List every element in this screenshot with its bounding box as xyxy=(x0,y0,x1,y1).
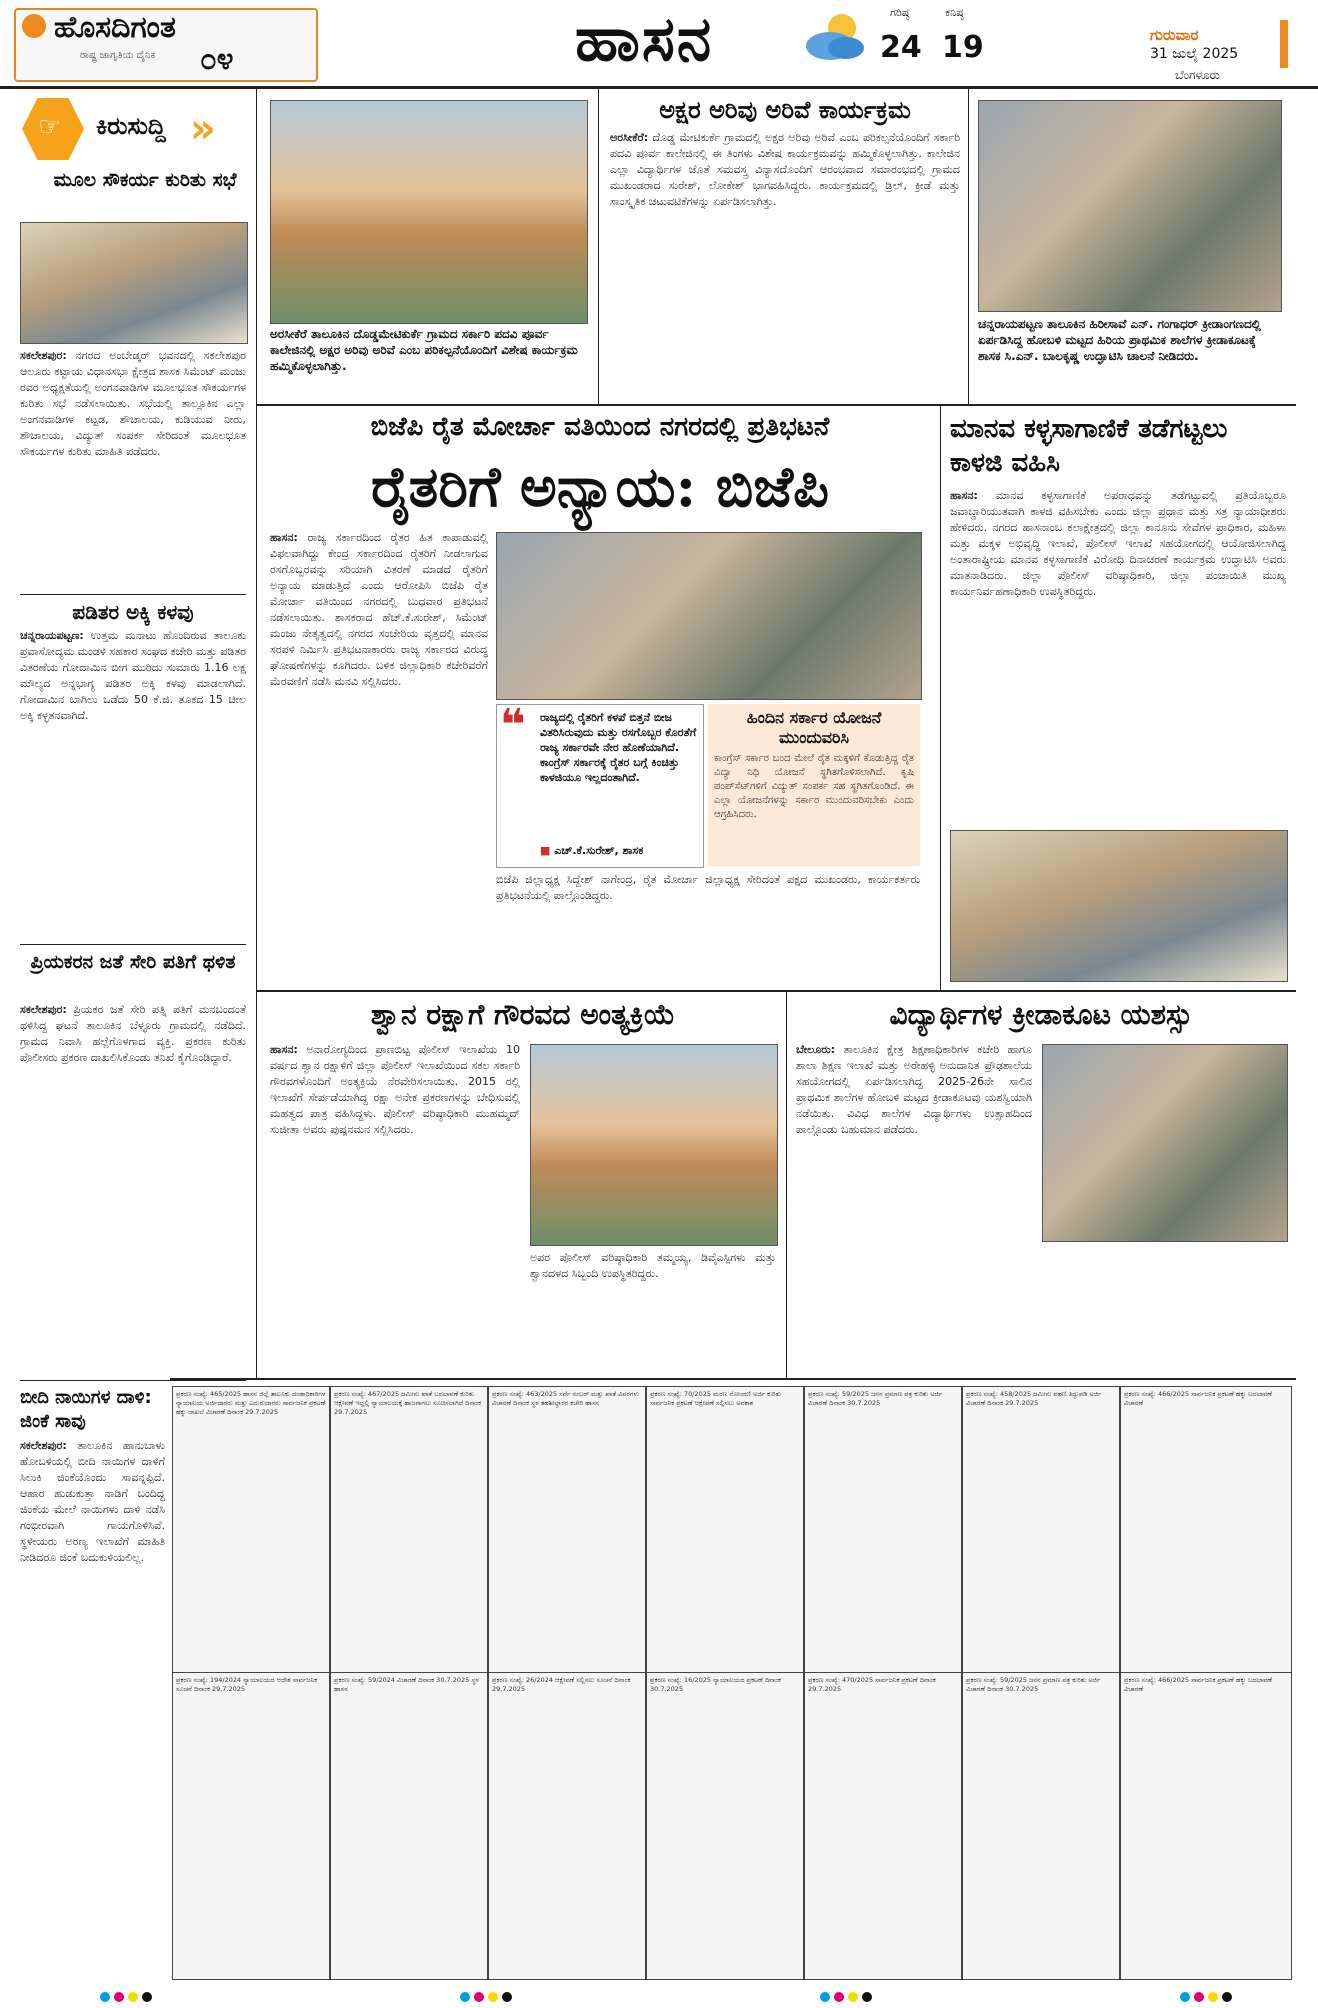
print-registration-mark xyxy=(114,1992,124,2002)
dog-funeral-photo xyxy=(530,1044,778,1246)
story-text: ನಗರದ ಅಂಬೇಡ್ಕರ್ ಭವನದಲ್ಲಿ ಸಕಲೇಶಪುರ ಆಲೂರು ಕಟ್ಟಾಯ ವಿಧಾನಸಭಾ ಕ್ಷೇತ್ರದ ಶಾಸಕ ಸಿಮೆಂಟ್ ಮಂಜು ರವರ ಅಧ್ಯಕ್ಷತೆಯಲ್ಲಿ ಅಂಗನವಾಡಿಗಳ ಮೂಲಭೂತ ಸೌಕರ್ಯಗಳ ಕುರಿತು ಸಭೆ ನಡೆಸಲಾಯಿತು. ಸಭೆಯಲ್ಲಿ ತಾಲ್ಲೂಕಿನ ಎಲ್ಲಾ ಅಂಗನವಾಡಿಗಳ ಕಟ್ಟಡ, ಶೌಚಾಲಯ, ಕುಡಿಯುವ ನೀರು, ಶೌಚಾಲಯ, ವಿದ್ಯುತ್ ಸಂಪರ್ಕ ಸೇರಿದಂತೆ ಮೂಲಭೂತ ಸೌಕರ್ಯಗಳ ಕುರಿತು ಮಾಹಿತಿ ಪಡೆದರು. xyxy=(20,349,246,458)
story-divider xyxy=(20,594,246,595)
legal-notice: ಪ್ರಕರಣ ಸಂಖ್ಯೆ: 16/2025 ನ್ಯಾಯಾಲಯದ ಪ್ರಕಟಣೆ ದಿನಾಂಕ 30.7.2025 xyxy=(646,1672,804,1980)
story-title: ಪ್ರಿಯಕರನ ಜತೆ ಸೇರಿ ಪತಿಗೆ ಥಳಿತ xyxy=(30,951,236,973)
lead-body-continued: ಬಿಜೆಪಿ ಜಿಲ್ಲಾಧ್ಯಕ್ಷ ಸಿದ್ದೇಶ್ ನಾಗೇಂದ್ರ, ರೈತ ಮೋರ್ಚಾ ಜಿಲ್ಲಾಧ್ಯಕ್ಷ ಸೇರಿದಂತೆ ಪಕ್ಷದ ಮುಖಂಡರು, ಕಾರ್ಯಕರ್ತರು ಪ್ರತಿಭಟನೆಯಲ್ಲಿ ಪಾಲ್ಗೊಂಡಿದ್ದರು. xyxy=(496,873,920,902)
legal-notice: ಪ್ರಕರಣ ಸಂಖ್ಯೆ: 467/2025 ಜಮೀನು ಖಾತೆ ಬದಲಾವಣೆ ಕುರಿತು ಆಕ್ಷೇಪಣೆ ಇದ್ದಲ್ಲಿ ನ್ಯಾಯಾಲಯಕ್ಕೆ ಹಾಜರಾಗಲು ಸೂಚಿಸಲಾಗಿದೆ ದಿನಾಂಕ 29.7.2025 xyxy=(330,1386,488,1674)
section-label: ಕಿರುಸುದ್ದಿ xyxy=(96,112,166,140)
legal-notice: ಪ್ರಕರಣ ಸಂಖ್ಯೆ: 70/2025 ಮರಣ ನೋಂದಣಿ ಅರ್ಜಿ ಕುರಿತು ಸಾರ್ವಜನಿಕ ಪ್ರಕಟಣೆ ಆಕ್ಷೇಪಣೆ ಸಲ್ಲಿಸಲು ಅವಕಾಶ xyxy=(646,1386,804,1674)
story-text: ತಾಲೂಕಿನ ಹಾನುಬಾಳು ಹೋಬಳಿಯಲ್ಲಿ ಬೀದಿ ನಾಯಿಗಳ ದಾಳಿಗೆ ಸಿಲುಕಿ ಜಿಂಕೆಯೊಂದು ಸಾವನ್ನಪ್ಪಿದೆ. ಆಹಾರ ಹುಡುಕುತ್ತಾ ನಾಡಿಗೆ ಬಂದಿದ್ದ ಜಿಂಕೆಯ ಮೇಲೆ ನಾಯಿಗಳು ದಾಳಿ ನಡೆಸಿ ಗಂಭೀರವಾಗಿ ಗಾಯಗೊಳಿಸಿವೆ. ಸ್ಥಳೀಯರು ಅರಣ್ಯ ಇಲಾಖೆಗೆ ಮಾಹಿತಿ ನೀಡಿದರೂ ಜಿಂಕೆ ಬದುಕುಳಿಯಲಿಲ್ಲ. xyxy=(20,1439,165,1564)
print-registration-mark xyxy=(460,1992,470,2002)
publication-place: ಬೆಂಗಳೂರು xyxy=(1175,68,1220,82)
column-rule xyxy=(256,86,257,1378)
awareness-event-photo xyxy=(950,830,1288,982)
weekday: ಗುರುವಾರ xyxy=(1150,26,1199,44)
story-divider xyxy=(20,1380,246,1381)
lead-headline: ರೈತರಿಗೆ ಅನ್ಯಾಯ: ಬಿಜೆಪಿ xyxy=(370,454,830,520)
story-text: ಮಾನವ ಕಳ್ಳಸಾಗಾಣಿಕೆ ಅಪರಾಧವನ್ನು ತಡೆಗಟ್ಟುವಲ್ಲಿ ಪ್ರತಿಯೊಬ್ಬರೂ ಜವಾಬ್ದಾರಿಯುತವಾಗಿ ಕಾಳಜಿ ವಹಿಸಬೇಕು ಎಂದು ಜಿಲ್ಲಾ ಪ್ರಧಾನ ಮತ್ತು ಸತ್ರ ನ್ಯಾಯಾಧೀಶರು ಹೇಳಿದರು. ನಗರದ ಹಾಸನಾಂಬ ಕಲಾಕ್ಷೇತ್ರದಲ್ಲಿ ಜಿಲ್ಲಾ ಕಾನೂನು ಸೇವೆಗಳ ಪ್ರಾಧಿಕಾರ, ಮಹಿಳಾ ಮತ್ತು ಮಕ್ಕಳ ಅಭಿವೃದ್ಧಿ ಇಲಾಖೆ, ಪೊಲೀಸ್ ಇಲಾಖೆ ಸಹಯೋಗದಲ್ಲಿ ಆಯೋಜಿಸಲಾಗಿದ್ದ ಅಂತಾರಾಷ್ಟ್ರೀಯ ಮಾನವ ಕಳ್ಳಸಾಗಾಣಿಕೆ ವಿರೋಧಿ ದಿನಾಚರಣೆ ಕಾರ್ಯಕ್ರಮ ಉದ್ಘಾಟಿಸಿ ಅವರು ಮಾತನಾಡಿದರು. ಜಿಲ್ಲಾ ಪೊಲೀಸ್ ವರಿಷ್ಠಾಧಿಕಾರಿ, ಜಿಲ್ಲಾ ಪಂಚಾಯಿತಿ ಮುಖ್ಯ ಕಾರ್ಯನಿರ್ವಹಣಾಧಿಕಾರಿ ಉಪಸ್ಥಿತರಿದ್ದರು. xyxy=(950,489,1286,598)
story-body-continued: ಅಪರ ಪೊಲೀಸ್ ವರಿಷ್ಠಾಧಿಕಾರಿ ತಮ್ಮಯ್ಯ, ಡಿವೈಎಸ್ಪಿಗಳು ಮತ್ತು ಶ್ವಾನದಳದ ಸಿಬ್ಬಂದಿ ಉಪಸ್ಥಿತರಿದ್ದರು. xyxy=(530,1251,776,1280)
story-title: ವಿದ್ಯಾರ್ಥಿಗಳ ಕ್ರೀಡಾಕೂಟ ಯಶಸ್ಸು xyxy=(889,998,1193,1031)
story-body xyxy=(20,348,246,588)
column-rule xyxy=(940,404,941,990)
column-rule xyxy=(968,86,969,404)
side-box-title: ಹಿಂದಿನ ಸರ್ಕಾರ ಯೋಜನೆ ಮುಂದುವರಿಸಿ xyxy=(746,708,882,747)
dateline: ಬೇಲೂರು: xyxy=(796,1043,835,1056)
story-text: ಉತ್ತಮ ಮನಾಟು ಹೊಂದಿರುವ ತಾಲೂಕು ಪ್ರವಾಸೋದ್ಯಮ ಮಂಡಳಿ ಸಹಕಾರ ಸಂಘದ ಕಚೇರಿ ಮತ್ತು ಪಡಿತರ ವಿತರಣೆಯ ಗೋದಾಮಿನ ಬೀಗ ಮುರಿದು ಸುಮಾರು 1.16 ಲಕ್ಷ ಮೌಲ್ಯದ ಅನ್ನಭಾಗ್ಯ ಪಡಿತರ ಅಕ್ಕಿ ಕಳವು ಮಾಡಲಾಗಿದೆ. ಗೋದಾಮಿನ ಬಾಗಿಲು ಒಡೆದು 50 ಕೆ.ಜಿ. ತೂಕದ 15 ಚೀಲ ಅಕ್ಕಿ ಕಳ್ಳತನವಾಗಿದೆ. xyxy=(20,629,246,722)
print-registration-mark xyxy=(142,1992,152,2002)
lead-text: ರಾಜ್ಯ ಸರ್ಕಾರದಿಂದ ರೈತರ ಹಿತ ಕಾಪಾಡುವಲ್ಲಿ ವಿಫಲವಾಗಿದ್ದು ಕೇಂದ್ರ ಸರ್ಕಾರದಿಂದ ರೈತರಿಗೆ ನೀಡಲಾಗುವ ರಸಗೊಬ್ಬರವನ್ನು ಸರಿಯಾಗಿ ವಿತರಣೆ ಮಾಡದೆ ರೈತರಿಗೆ ಅನ್ಯಾಯ ಮಾಡುತ್ತಿದೆ ಎಂದು ಆರೋಪಿಸಿ ಬಿಜೆಪಿ ರೈತ ಮೋರ್ಚಾ ವತಿಯಿಂದ ನಗರದಲ್ಲಿ ಬುಧವಾರ ಪ್ರತಿಭಟನೆ ನಡೆಸಲಾಯಿತು. ಶಾಸಕರಾದ ಹೆಚ್.ಕೆ.ಸುರೇಶ್, ಸಿಮೆಂಟ್ ಮಂಜು ನೇತೃತ್ವದಲ್ಲಿ ನಗರದ ಸಂಚೇರಿಯ ವೃತ್ತದಲ್ಲಿ ಮಾನವ ಸರಪಳಿ ನಿರ್ಮಿಸಿ ಪ್ರತಿಭಟನಾಕಾರರು ರಾಜ್ಯ ಸರ್ಕಾರದ ವಿರುದ್ಧ ಘೋಷಣೆಗಳನ್ನು ಕೂಗಿದರು. ಬಳಿಕ ಜಿಲ್ಲಾಧಿಕಾರಿ ಕಚೇರಿವರೆಗೆ ಮೆರವಣಿಗೆ ನಡೆಸಿ ಮನವಿ ಸಲ್ಲಿಸಿದರು. xyxy=(270,531,488,688)
print-registration-mark xyxy=(834,1992,844,2002)
story-body xyxy=(610,130,960,392)
story-title: ಅಕ್ಷರ ಅರಿವು ಅರಿವೆ ಕಾರ್ಯಕ್ರಮ xyxy=(659,96,911,124)
student-sports-photo xyxy=(1042,1044,1288,1242)
chevron-right-icon: » xyxy=(190,106,216,152)
column-rule xyxy=(786,990,787,1378)
story-body xyxy=(20,628,246,938)
story-text: ದೊಡ್ಡ ಮೇಟಿಕುರ್ಕೆ ಗ್ರಾಮದಲ್ಲಿ ಅಕ್ಷರ ಅರಿವು ಅರಿವೆ ಎಂಬ ಪರಿಕಲ್ಪನೆಯೊಂದಿಗೆ ಸರ್ಕಾರಿ ಪದವಿ ಪೂರ್ವ ಕಾಲೇಜಿನಲ್ಲಿ ಈ ತಿಂಗಳು ವಿಶೇಷ ಕಾರ್ಯಕ್ರಮವನ್ನು ಹಮ್ಮಿಕೊಳ್ಳಲಾಗಿತ್ತು. ಕಾಲೇಜಿನ ಎಲ್ಲಾ ವಿದ್ಯಾರ್ಥಿಗಳ ಜೊತೆ ಸಮವಸ್ತ್ರ ವಿನ್ಯಾಸದೊಂದಿಗೆ ಆರಂಭವಾದ ಸಮಾರಂಭದಲ್ಲಿ ಗ್ರಾಮದ ಮುಖಂಡರಾದ ಸುರೇಶ್, ಲೋಕೇಶ್ ಭಾಗವಹಿಸಿದ್ದರು. ಕಾರ್ಯಕ್ರಮದಲ್ಲಿ ಡ್ರಿಲ್, ಕ್ರೀಡೆ ಮತ್ತು ಸಾಂಸ್ಕೃತಿಕ ಚಟುವಟಿಕೆಗಳನ್ನು ಏರ್ಪಡಿಸಲಾಗಿತ್ತು. xyxy=(610,131,960,208)
lead-body xyxy=(270,530,488,978)
story-text: ಅನಾರೋಗ್ಯದಿಂದ ಪ್ರಾಣಬಿಟ್ಟ ಪೊಲೀಸ್ ಇಲಾಖೆಯ 10 ವರ್ಷದ ಶ್ವಾನ ರಕ್ಷಾಳಿಗೆ ಜಿಲ್ಲಾ ಪೊಲೀಸ್ ಇಲಾಖೆಯಿಂದ ಸಕಲ ಸರ್ಕಾರಿ ಗೌರವಗಳೊಂದಿಗೆ ಅಂತ್ಯಕ್ರಿಯೆ ನೆರವೇರಿಸಲಾಯಿತು. 2015 ರಲ್ಲಿ ಇಲಾಖೆಗೆ ಸೇರ್ಪಡೆಯಾಗಿದ್ದ ರಕ್ಷಾ ಅನೇಕ ಪ್ರಕರಣಗಳನ್ನು ಬೇಧಿಸುವಲ್ಲಿ ಮಹತ್ವದ ಪಾತ್ರ ವಹಿಸಿದ್ದಳು. ಪೊಲೀಸ್ ವರಿಷ್ಠಾಧಿಕಾರಿ ಮುಹಮ್ಮದ್ ಸುಜೀತಾ ಅವರು ಪುಷ್ಪನಮನ ಸಲ್ಲಿಸಿದರು. xyxy=(270,1043,520,1136)
legal-notice: ಪ್ರಕರಣ ಸಂಖ್ಯೆ: 466/2025 ಸಾರ್ವಜನಿಕ ಪ್ರಕಟಣೆ ಹಕ್ಕು ಬದಲಾವಣೆ ವಿಚಾರಣೆ xyxy=(1120,1672,1292,1980)
temp-max-label: ಗರಿಷ್ಠ xyxy=(890,6,910,19)
print-registration-mark xyxy=(848,1992,858,2002)
side-box-body: ಕಾಂಗ್ರೆಸ್ ಸರ್ಕಾರ ಬಂದ ಮೇಲೆ ರೈತ ಮಕ್ಕಳಿಗೆ ಕೊಡುತ್ತಿದ್ದ ರೈತ ವಿದ್ಯಾ ನಿಧಿ ಯೋಜನೆ ಸ್ಥಗಿತಗೊಳಿಸಲಾಗಿದೆ. ಕೃಷಿ ಪಂಪ್‌ಸೆಟ್‌ಗಳಿಗೆ ವಿದ್ಯುತ್ ಸಂಪರ್ಕ ಸಹ ಸ್ಥಗಿತಗೊಂಡಿದೆ. ಈ ಎಲ್ಲಾ ಯೋಜನೆಗಳನ್ನು ಸರ್ಕಾರ ಮುಂದುವರಿಸಬೇಕು ಎಂದು ಆಗ್ರಹಿಸಿದರು. xyxy=(714,753,914,820)
print-registration-mark xyxy=(1180,1992,1190,2002)
legal-notice: ಪ್ರಕರಣ ಸಂಖ್ಯೆ: 465/2025 ಹಾಸನ ಜಿಲ್ಲೆ ತಾಲೂಕು ದಂಡಾಧಿಕಾರಿಗಳ ನ್ಯಾಯಾಲಯ ಅರ್ಜಿದಾರರು ಮತ್ತು ಎದುರುದಾರರು ಸಾರ್ವಜನಿಕ ಪ್ರಕಟಣೆ ಹಕ್ಕು ದಾಖಲೆ ವಿಚಾರಣೆ ದಿನಾಂಕ 29.7.2025 xyxy=(172,1386,330,1674)
legal-notice: ಪ್ರಕರಣ ಸಂಖ್ಯೆ: 466/2025 ಸಾರ್ವಜನಿಕ ಪ್ರಕಟಣೆ ಹಕ್ಕು ಬದಲಾವಣೆ ವಿಚಾರಣೆ xyxy=(1120,1386,1292,1674)
story-body xyxy=(20,1002,246,1372)
legal-notice: ಪ್ರಕರಣ ಸಂಖ್ಯೆ: 59/2024 ವಿಚಾರಣೆ ದಿನಾಂಕ 30.7.2025 ಸ್ಥಳ ಹಾಸನ xyxy=(330,1672,488,1980)
logo-emblem-icon xyxy=(22,14,46,38)
quote-text: ರಾಜ್ಯದಲ್ಲಿ ರೈತರಿಗೆ ಕಳಪೆ ಬಿತ್ತನೆ ಬೀಜ ವಿತರಿಸಿರುವುದು ಮತ್ತು ರಸಗೊಬ್ಬರ ಕೊರತೆಗೆ ರಾಜ್ಯ ಸರ್ಕಾರವೇ ನೇರ ಹೊಣೆಯಾಗಿದೆ. ಕಾಂಗ್ರೆಸ್ ಸರ್ಕಾರಕ್ಕೆ ರೈತರ ಬಗ್ಗೆ ಕಿಂಚಿತ್ತು ಕಾಳಜಿಯೂ ಇಲ್ಲದಂತಾಗಿದೆ. xyxy=(540,711,697,784)
legal-notice: ಪ್ರಕರಣ ಸಂಖ್ಯೆ: 194/2024 ನ್ಯಾಯಾಲಯದ ಆದೇಶ ಸಾರ್ವಜನಿಕ ಸೂಚನೆ ದಿನಾಂಕ 29.7.2025 xyxy=(172,1672,330,1980)
legal-notice: ಪ್ರಕರಣ ಸಂಖ್ಯೆ: 458/2025 ಜಮೀನು ಪಹಣಿ ತಿದ್ದುಪಡಿ ಅರ್ಜಿ ವಿಚಾರಣೆ ದಿನಾಂಕ 29.7.2025 xyxy=(962,1386,1120,1674)
dateline: ಹಾಸನ: xyxy=(270,531,298,544)
quote-by: ಎಚ್.ಕೆ.ಸುರೇಶ್, ಶಾಸಕ xyxy=(554,844,644,857)
print-registration-mark xyxy=(474,1992,484,2002)
section-divider xyxy=(256,404,1296,406)
section-divider xyxy=(170,1378,1296,1380)
story-title: ಶ್ವಾನ ರಕ್ಷಾಗೆ ಗೌರವದ ಅಂತ್ಯಕ್ರಿಯೆ xyxy=(370,998,676,1031)
dateline: ಚನ್ನರಾಯಪಟ್ಟಣ: xyxy=(20,629,84,642)
print-registration-mark xyxy=(1194,1992,1204,2002)
legal-notice: ಪ್ರಕರಣ ಸಂಖ್ಯೆ: 59/2025 ಜನನ ಪ್ರಮಾಣ ಪತ್ರ ಕುರಿತು ಅರ್ಜಿ ವಿಚಾರಣೆ ದಿನಾಂಕ 30.7.2025 xyxy=(804,1386,962,1674)
sports-meet-photo xyxy=(978,100,1282,312)
weather-cloud-sun-icon xyxy=(800,6,870,66)
story-title: ಬೀದಿ ನಾಯಿಗಳ ದಾಳಿ: ಜಿಂಕೆ ಸಾವು xyxy=(20,1387,152,1432)
edition-number: ೦೪ xyxy=(200,42,234,77)
hand-point-icon: ☞ xyxy=(38,112,62,142)
print-registration-mark xyxy=(502,1992,512,2002)
section-divider xyxy=(256,990,1296,992)
story-divider xyxy=(20,944,246,945)
story-title: ಮಾನವ ಕಳ್ಳಸಾಗಾಣಿಕೆ ತಡೆಗಟ್ಟಲು ಕಾಳಜಿ ವಹಿಸಿ xyxy=(950,414,1228,478)
dateline: ಸಕಲೇಶಪುರ: xyxy=(20,349,67,362)
story-title: ಮೂಲ ಸೌಕರ್ಯ ಕುರಿತು ಸಭೆ xyxy=(53,169,237,191)
story-title: ಪಡಿತರ ಅಕ್ಕಿ ಕಳವು xyxy=(72,600,194,624)
print-registration-mark xyxy=(488,1992,498,2002)
issue-date: 31 ಜುಲೈ 2025 xyxy=(1150,46,1239,62)
print-registration-mark xyxy=(1222,1992,1232,2002)
temp-max: 24 xyxy=(880,30,922,65)
print-registration-mark xyxy=(820,1992,830,2002)
legal-notice: ಪ್ರಕರಣ ಸಂಖ್ಯೆ: 470/2025 ಸಾರ್ವಜನಿಕ ಪ್ರಕಟಣೆ ದಿನಾಂಕ 29.7.2025 xyxy=(804,1672,962,1980)
legal-notice: ಪ್ರಕರಣ ಸಂಖ್ಯೆ: 463/2025 ಸರ್ವೆ ನಂಬರ್ ಮತ್ತು ಖಾತೆ ವಿವರಗಳು ವಿಚಾರಣೆ ದಿನಾಂಕ ಸ್ಥಳ ತಹಶೀಲ್ದಾರರ ಕಚೇರಿ ಹಾಸನ xyxy=(488,1386,646,1674)
paper-tagline: ರಾಷ್ಟ್ರ ಜಾಗೃತಿಯ ದೈನಿಕ xyxy=(80,50,156,61)
column-rule xyxy=(598,86,599,404)
story-photo xyxy=(20,222,248,344)
print-registration-mark xyxy=(100,1992,110,2002)
school-event-photo xyxy=(270,100,588,324)
quote-mark-icon: ❝ xyxy=(500,700,526,751)
quote-attribution: ■ ಎಚ್.ಕೆ.ಸುರೇಶ್, ಶಾಸಕ xyxy=(540,844,644,857)
story-body xyxy=(20,1438,165,1978)
dateline: ಸಕಲೇಶಪುರ: xyxy=(20,1439,67,1452)
story-body xyxy=(950,488,1286,824)
temp-min: 19 xyxy=(942,30,984,65)
dateline: ಹಾಸನ: xyxy=(270,1043,298,1056)
dateline: ಅರಸೀಕೆರೆ: xyxy=(610,131,649,144)
story-text: ತಾಲೂಕಿನ ಕ್ಷೇತ್ರ ಶಿಕ್ಷಣಾಧಿಕಾರಿಗಳ ಕಚೇರಿ ಹಾಗೂ ಶಾಲಾ ಶಿಕ್ಷಣ ಇಲಾಖೆ ಮತ್ತು ಅರೇಹಳ್ಳಿ ಅನುದಾನಿತ ಪ್ರೌಢಶಾಲೆಯ ಸಹಯೋಗದಲ್ಲಿ ಏರ್ಪಡಿಸಲಾಗಿದ್ದ 2025-26ನೇ ಸಾಲಿನ ಪ್ರಾಥಮಿಕ ಶಾಲೆಗಳ ಹೋಬಳಿ ಮಟ್ಟದ ಕ್ರೀಡಾಕೂಟವು ಯಶಸ್ವಿಯಾಗಿ ನಡೆಯಿತು. ವಿವಿಧ ಶಾಲೆಗಳ ವಿದ್ಯಾರ್ಥಿಗಳು ಉತ್ಸಾಹದಿಂದ ಪಾಲ್ಗೊಂಡು ಬಹುಮಾನ ಪಡೆದರು. xyxy=(796,1043,1032,1136)
dateline: ಹಾಸನ: xyxy=(950,489,978,502)
story-body xyxy=(796,1042,1032,1372)
lead-kicker: ಬಿಜೆಪಿ ರೈತ ಮೋರ್ಚಾ ವತಿಯಿಂದ ನಗರದಲ್ಲಿ ಪ್ರತಿಭಟನೆ xyxy=(370,412,830,442)
story-body xyxy=(270,1042,520,1372)
story-text: ಪ್ರಿಯಕರ ಜತೆ ಸೇರಿ ಪತ್ನಿ ಪತಿಗೆ ಮನಬಂದಂತೆ ಥಳಿಸಿದ್ದ ಘಟನೆ ತಾಲೂಕಿನ ಬೆಳ್ಳೂರು ಗ್ರಾಮದಲ್ಲಿ ನಡೆದಿದೆ. ಗ್ರಾಮದ ನಿವಾಸಿ ಹಲ್ಲೆಗೊಳಗಾದ ವ್ಯಕ್ತಿ. ಪ್ರಕರಣ ಕುರಿತು ಪೊಲೀಸರು ಪ್ರಕರಣ ದಾಖಲಿಸಿಕೊಂಡು ತನಿಖೆ ಕೈಗೊಂಡಿದ್ದಾರೆ. xyxy=(20,1003,246,1064)
temp-min-label: ಕನಿಷ್ಠ xyxy=(945,6,964,19)
legal-notice: ಪ್ರಕರಣ ಸಂಖ್ಯೆ: 26/2024 ಆಕ್ಷೇಪಣೆ ಸಲ್ಲಿಸಲು ಸೂಚನೆ ದಿನಾಂಕ 29.7.2025 xyxy=(488,1672,646,1980)
print-registration-mark xyxy=(862,1992,872,2002)
photo-caption: ಚನ್ನರಾಯಪಟ್ಟಣ ತಾಲೂಕಿನ ಹಿರೀಸಾವೆ ಎನ್. ಗಂಗಾಧರ್ ಕ್ರೀಡಾಂಗಣದಲ್ಲಿ ಏರ್ಪಡಿಸಿದ್ದ ಹೋಬಳಿ ಮಟ್ಟದ ಹಿರಿಯ ಪ್ರಾಥಮಿಕ ಶಾಲೆಗಳ ಕ್ರೀಡಾಕೂಟಕ್ಕೆ ಶಾಸಕ ಸಿ.ಎನ್. ಬಾಲಕೃಷ್ಣ ಉದ್ಘಾಟಿಸಿ ಚಾಲನೆ ನೀಡಿದರು. xyxy=(978,317,1261,363)
print-registration-mark xyxy=(1208,1992,1218,2002)
dateline: ಸಕಲೇಶಪುರ: xyxy=(20,1003,67,1016)
masthead-accent-bar xyxy=(1280,20,1288,68)
print-registration-mark xyxy=(128,1992,138,2002)
paper-name: ಹೊಸದಿಗಂತ xyxy=(54,10,176,45)
protest-photo xyxy=(496,532,922,700)
edition-city: ಹಾಸನ xyxy=(575,2,714,75)
photo-caption: ಅರಸೀಕೆರೆ ತಾಲೂಕಿನ ದೊಡ್ಡಮೇಟಿಕುರ್ಕೆ ಗ್ರಾಮದ ಸರ್ಕಾರಿ ಪದವಿ ಪೂರ್ವ ಕಾಲೇಜಿನಲ್ಲಿ ಅಕ್ಷರ ಅರಿವು ಅರಿವೆ ಎಂಬ ಪರಿಕಲ್ಪನೆಯೊಂದಿಗೆ ವಿಶೇಷ ಕಾರ್ಯಕ್ರಮ ಹಮ್ಮಿಕೊಳ್ಳಲಾಗಿತ್ತು. xyxy=(270,327,578,373)
legal-notice: ಪ್ರಕರಣ ಸಂಖ್ಯೆ: 59/2025 ಜನನ ಪ್ರಮಾಣ ಪತ್ರ ಕುರಿತು ಅರ್ಜಿ ವಿಚಾರಣೆ ದಿನಾಂಕ 30.7.2025 xyxy=(962,1672,1120,1980)
